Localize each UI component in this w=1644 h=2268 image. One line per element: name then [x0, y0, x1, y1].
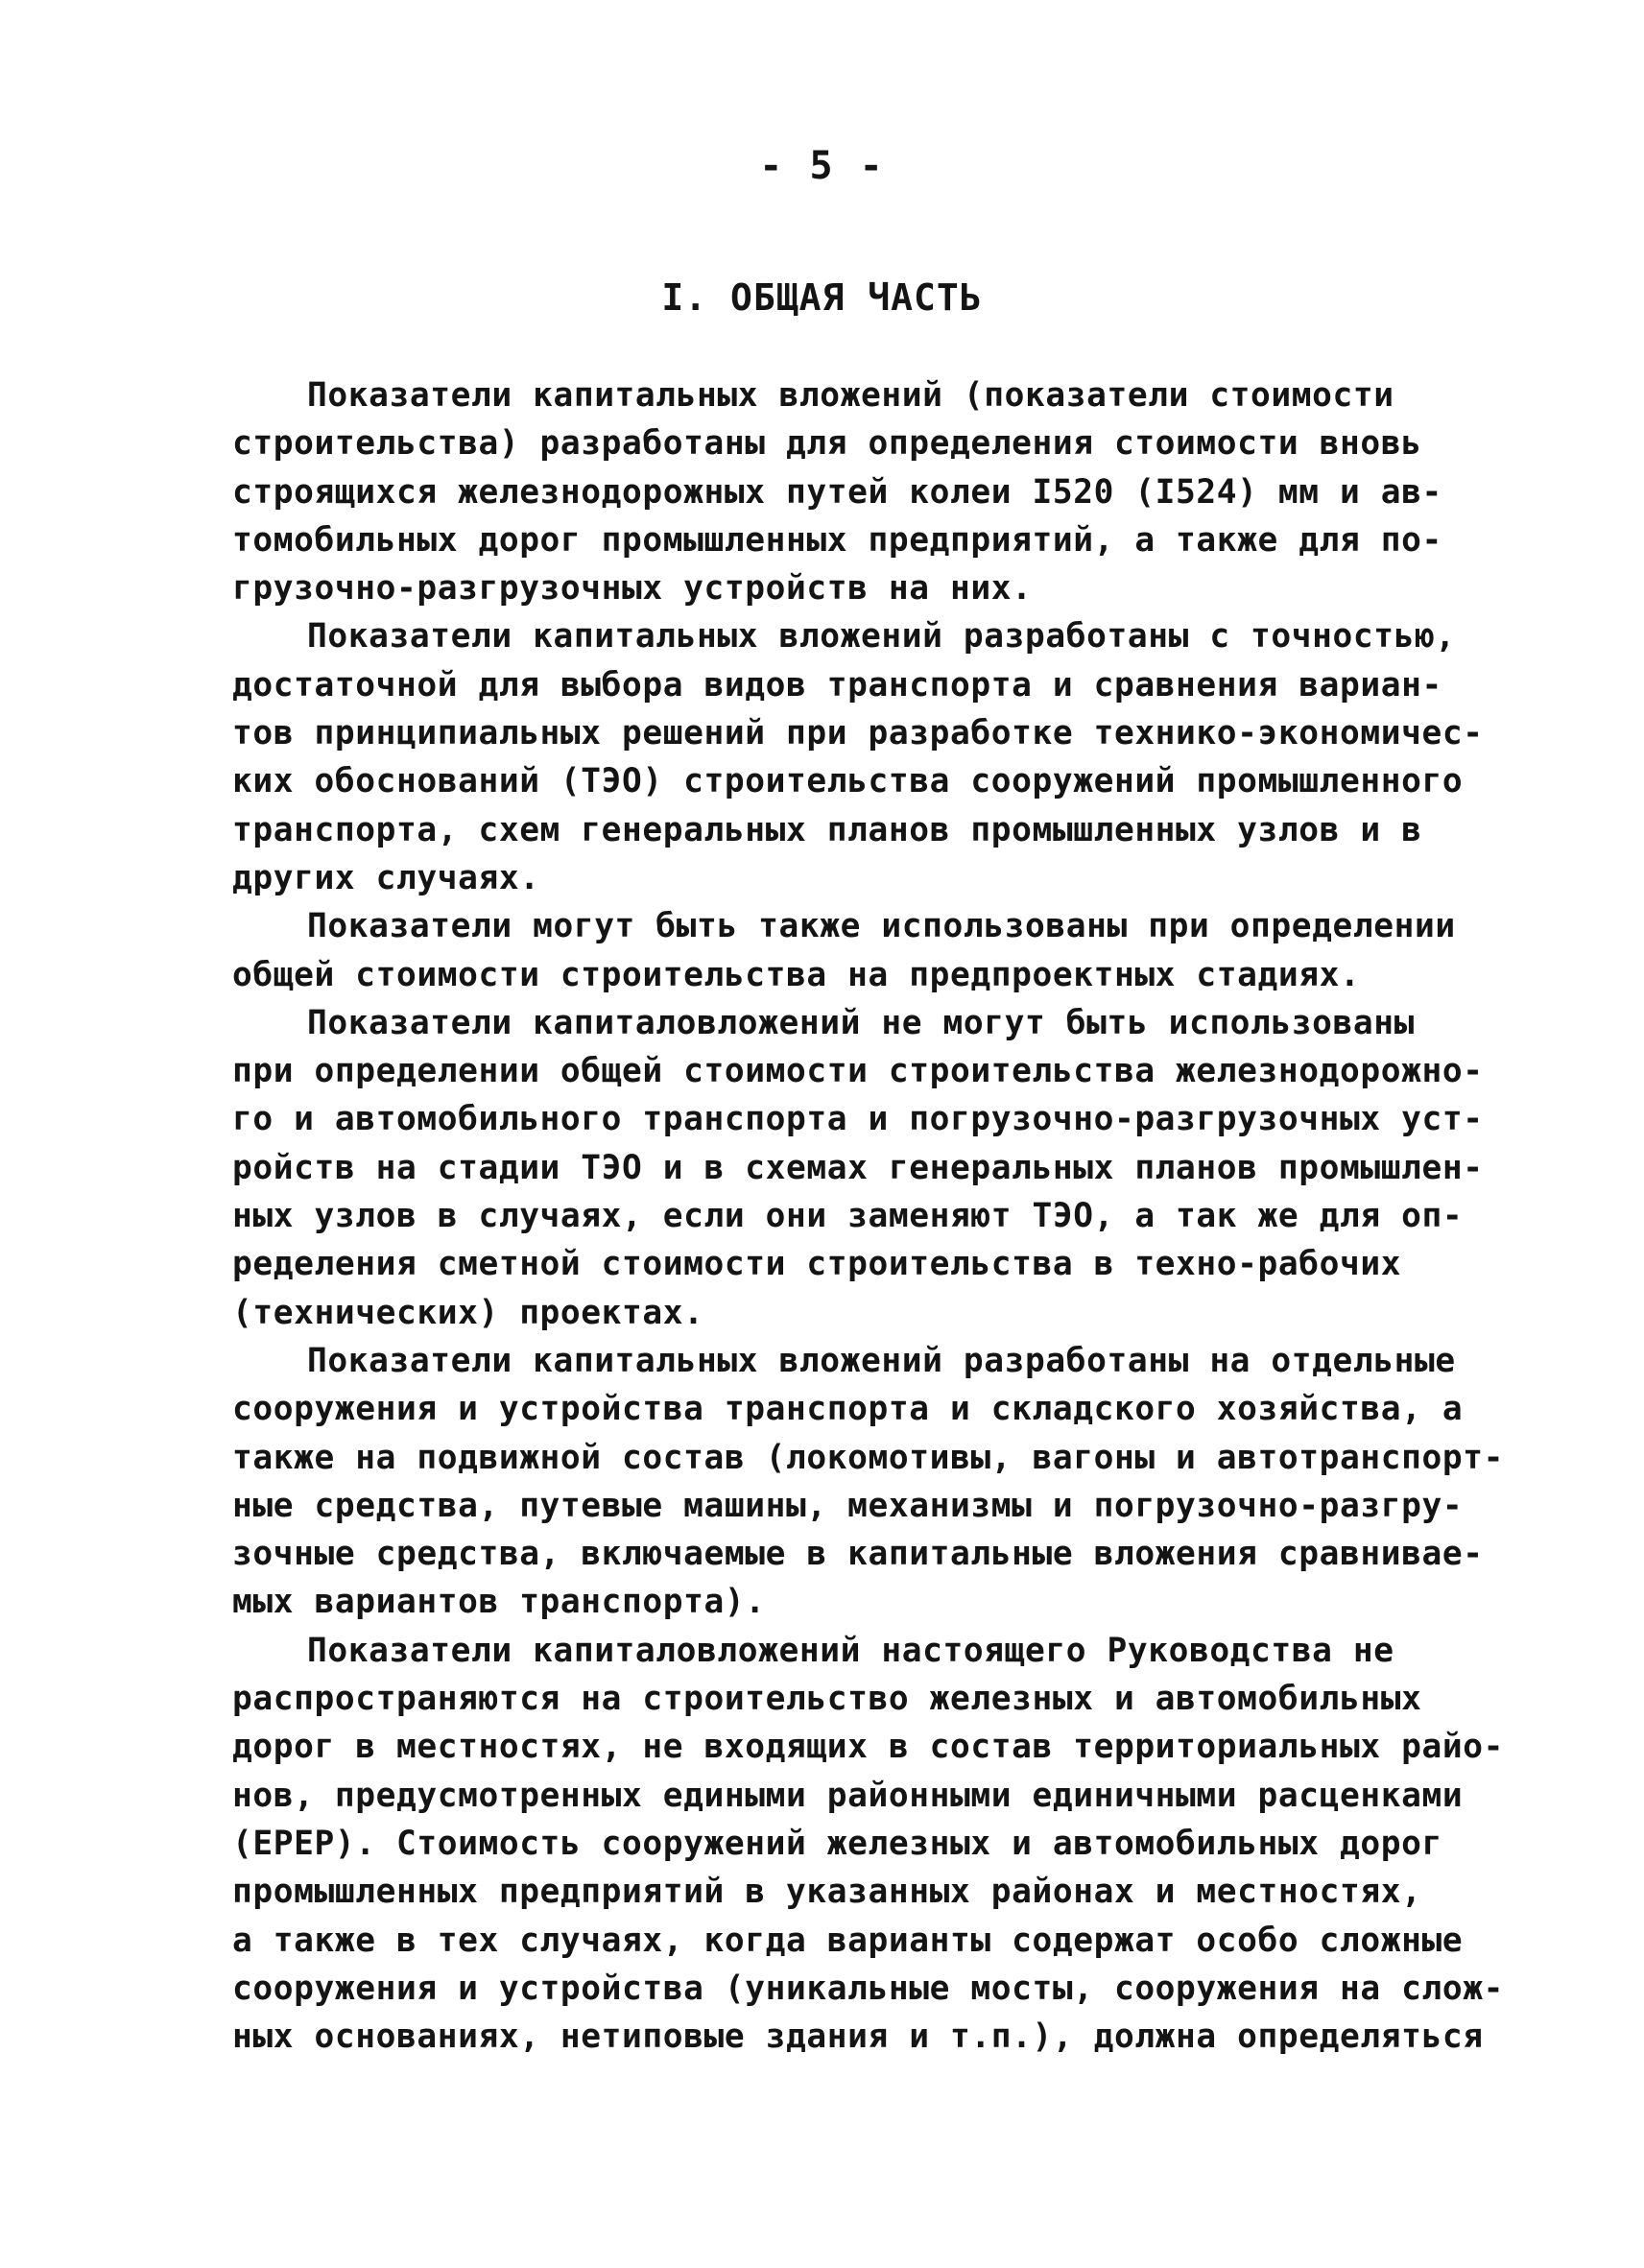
- text-line: мых вариантов транспорта).: [232, 1583, 766, 1622]
- text-line: Показатели капитальных вложений разработаны с точностью,: [307, 617, 1456, 657]
- text-line: ные средства, путевые машины, механизмы и погрузочно-разгру-: [232, 1486, 1464, 1525]
- text-line: ройств на стадии ТЭО и в схемах генеральных планов промышлен-: [232, 1148, 1484, 1187]
- text-line: сооружения и устройства (уникальные мосты, сооружения на слож-: [232, 1969, 1504, 2008]
- text-line: распространяются на строительство железных и автомобильных: [232, 1680, 1422, 1719]
- paragraph: [232, 902, 1470, 999]
- text-line: достаточной для выбора видов транспорта и сравнения вариан-: [232, 665, 1442, 704]
- text-line: транспорта, схем генеральных планов промышленных узлов и в: [232, 810, 1422, 849]
- text-line: томобильных дорог промышленных предприятий, а также для по-: [232, 520, 1442, 560]
- text-line: (ЕРЕР). Стоимость сооружений железных и автомобильных дорог: [232, 1824, 1442, 1863]
- text-line: го и автомобильного транспорта и погрузочно-разгрузочных уст-: [232, 1100, 1484, 1139]
- text-line: грузочно-разгрузочных устройств на них.: [232, 569, 1033, 609]
- section-title: I. ОБЩАЯ ЧАСТЬ: [661, 276, 983, 319]
- text-line: дорог в местностях, не входящих в состав территориальных райо-: [232, 1728, 1504, 1767]
- text-line: тов принципиальных решений при разработке технико-экономичес-: [232, 714, 1484, 753]
- text-line: нов, предусмотренных едиными районными единичными расценками: [232, 1776, 1464, 1815]
- text-line: зочные средства, включаемые в капитальные вложения сравнивае-: [232, 1535, 1484, 1574]
- text-line: ных основаниях, нетиповые здания и т.п.), должна определяться: [232, 2017, 1484, 2057]
- paragraph: [232, 371, 1470, 612]
- text-line: также на подвижной состав (локомотивы, вагоны и автотранспорт-: [232, 1438, 1504, 1477]
- text-line: строящихся железнодорожных путей колеи I520 (I524) мм и ав-: [232, 472, 1442, 512]
- body-text: [232, 371, 1504, 2061]
- text-line: Показатели капиталовложений настоящего Руководства не: [307, 1631, 1394, 1670]
- paragraph: [232, 1627, 1504, 2062]
- paragraph: [232, 999, 1484, 1337]
- text-line: общей стоимости строительства на предпроектных стадиях.: [232, 955, 1361, 994]
- text-line: ких обоснований (ТЭО) строительства сооружений промышленного: [232, 762, 1464, 801]
- text-line: других случаях.: [232, 858, 540, 897]
- text-line: ных узлов в случаях, если они заменяют ТЭО, а так же для оп-: [232, 1197, 1464, 1236]
- text-line: при определении общей стоимости строительства железнодорожно-: [232, 1052, 1484, 1091]
- text-line: ределения сметной стоимости строительства в техно-рабочих: [232, 1245, 1402, 1284]
- paragraph: [232, 1337, 1504, 1627]
- paragraph: [232, 612, 1484, 902]
- text-line: Показатели могут быть также использованы при определении: [307, 907, 1456, 946]
- text-line: промышленных предприятий в указанных районах и местностях,: [232, 1873, 1422, 1912]
- text-line: Показатели капитальных вложений (показатели стоимости: [307, 376, 1394, 415]
- text-line: сооружения и устройства транспорта и складского хозяйства, а: [232, 1390, 1464, 1429]
- text-line: (технических) проектах.: [232, 1293, 704, 1332]
- text-line: строительства) разработаны для определения стоимости вновь: [232, 424, 1422, 464]
- page-number: - 5 -: [759, 144, 885, 188]
- text-line: Показатели капиталовложений не могут быть использованы: [307, 1003, 1416, 1042]
- text-line: Показатели капитальных вложений разработаны на отдельные: [307, 1341, 1456, 1380]
- text-line: а также в тех случаях, когда варианты содержат особо сложные: [232, 1921, 1464, 1960]
